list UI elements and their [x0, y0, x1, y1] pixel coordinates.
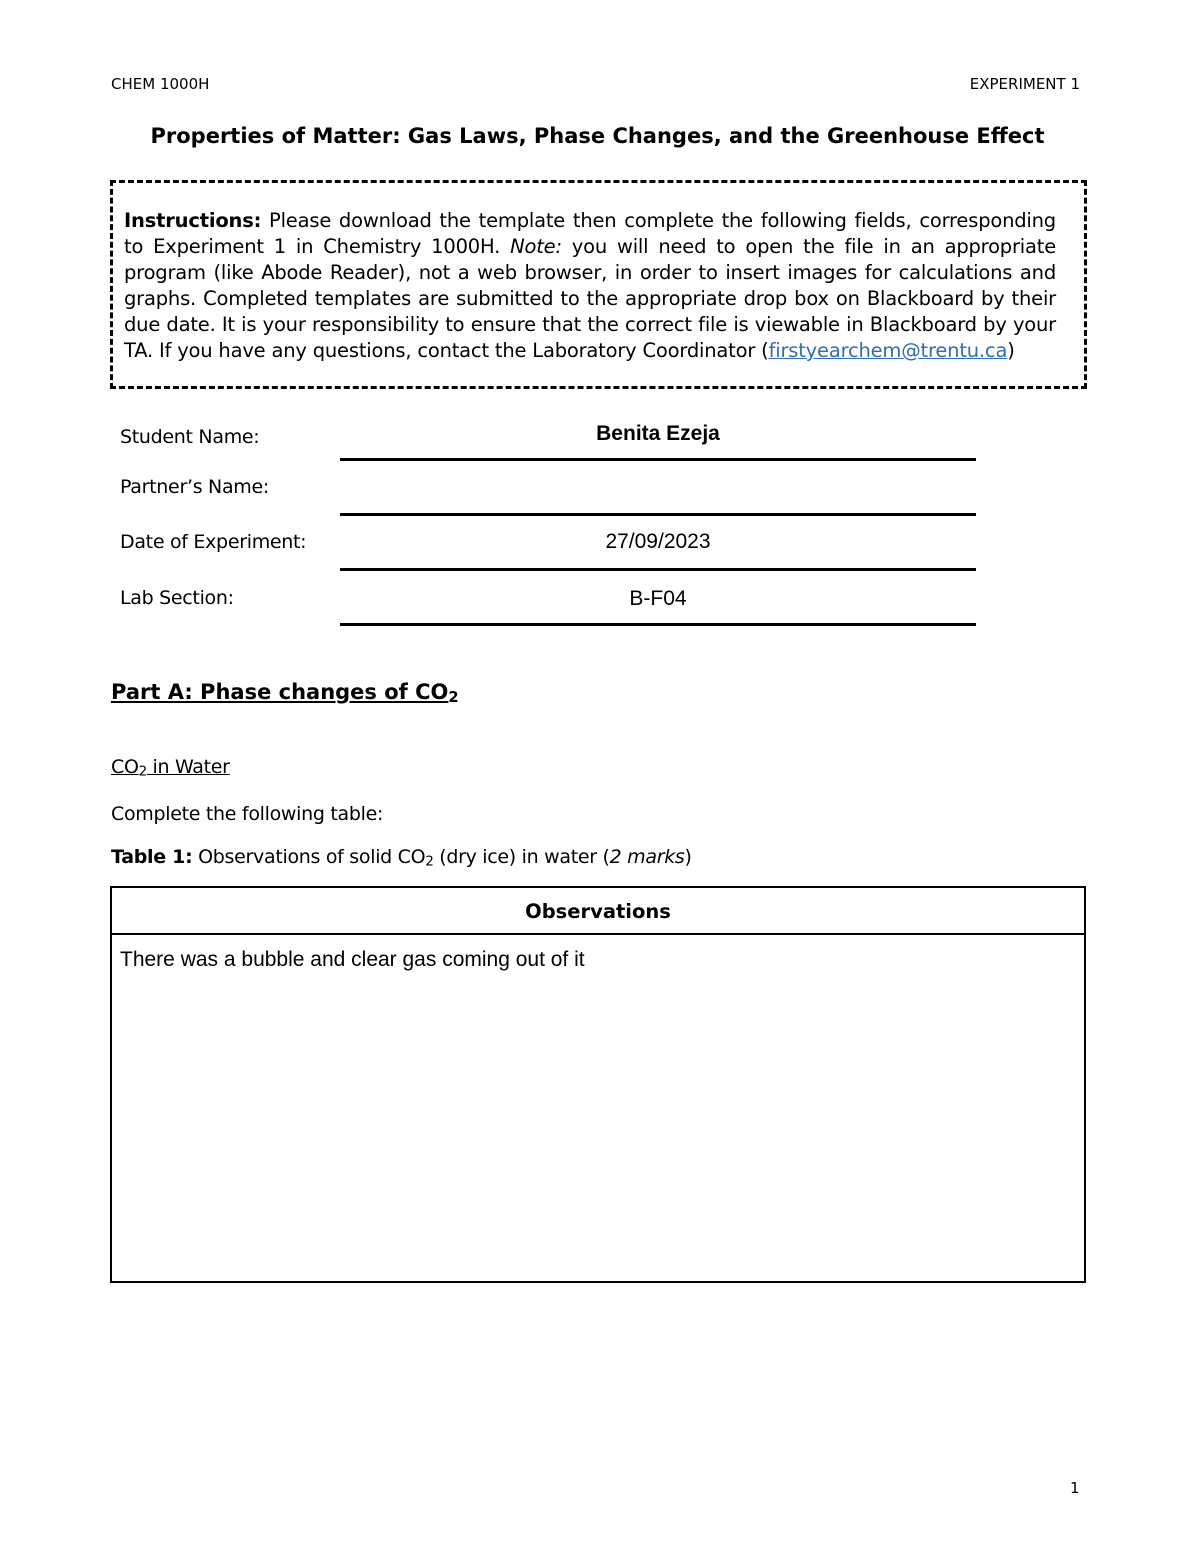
partner-name-underline — [340, 513, 976, 516]
instructions-label: Instructions: — [124, 209, 262, 232]
date-label: Date of Experiment: — [120, 531, 307, 553]
complete-table-instruction: Complete the following table: — [111, 803, 384, 825]
date-field[interactable]: 27/09/2023 — [605, 530, 711, 553]
part-a-heading: Part A: Phase changes of $CO_2$ — [111, 680, 459, 706]
date-underline — [340, 568, 976, 571]
observations-header: Observations — [112, 888, 1084, 935]
instructions-part1: Please download the template then complete the following fields, corresponding to Experiment 1 in Chemistry 1000H. — [124, 209, 1056, 258]
table-1-caption: Table 1: Observations of solid $CO_2$ (dry ice) in water (2 marks) — [111, 846, 692, 870]
lab-section-label: Lab Section: — [120, 587, 234, 609]
course-header: CHEM 1000H — [111, 75, 210, 93]
student-name-label: Student Name: — [120, 426, 260, 448]
lab-section-underline — [340, 623, 976, 626]
co2-in-water-subheading: $CO_2$ in Water — [111, 756, 230, 780]
note-label: Note: — [510, 235, 562, 258]
student-name-underline — [340, 458, 976, 461]
lab-section-field[interactable]: B-F04 — [629, 587, 687, 610]
instructions-part3: ) — [1007, 339, 1015, 362]
page-title: Properties of Matter: Gas Laws, Phase Changes, and the Greenhouse Effect — [150, 124, 1045, 148]
coordinator-email-link[interactable]: firstyearchem@trentu.ca — [768, 339, 1008, 362]
observations-cell[interactable]: There was a bubble and clear gas coming out of it — [120, 948, 585, 971]
page-number: 1 — [1070, 1479, 1080, 1497]
instructions-text — [124, 208, 1056, 364]
student-name-field[interactable]: Benita Ezeja — [596, 422, 720, 445]
experiment-header: EXPERIMENT 1 — [969, 75, 1080, 93]
instructions-part2: you will need to open the file in an appropriate program (like Abode Reader), not a web browser, in order to insert images for calculations and graphs. Completed templates are submitted to the appropriate drop box on Blackboard by their due date. It is your responsibility to ensure that the correct file is viewable in Blackboard by your TA. If you have any questions, contact the Laboratory Coordinator ( — [124, 235, 1057, 362]
partner-name-label: Partner’s Name: — [120, 476, 269, 498]
observations-table — [110, 886, 1086, 1283]
